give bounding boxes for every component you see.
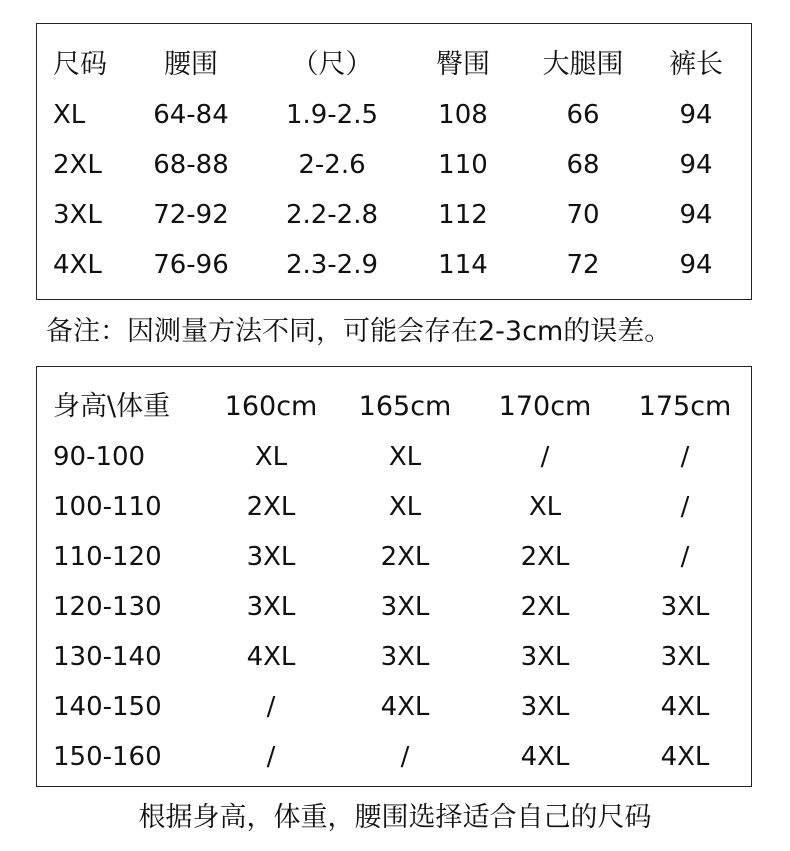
fit-chart-cell: 150-160 (53, 742, 162, 772)
fit-chart-cell: 2XL (246, 492, 296, 522)
size-chart-row (37, 190, 751, 240)
size-chart-header-cell: 大腿围 (542, 49, 624, 80)
size-chart-cell: 68 (566, 150, 600, 180)
size-chart-header-cell: 腰围 (164, 49, 218, 80)
fit-chart-cell: 4XL (246, 642, 296, 672)
fit-chart-cell: XL (388, 492, 422, 522)
fit-chart-cell: 4XL (380, 692, 430, 722)
fit-chart-header-row (37, 382, 751, 432)
fit-chart-cell: XL (254, 442, 288, 472)
fit-chart-row (37, 432, 751, 482)
fit-chart-cell: 2XL (380, 542, 430, 572)
fit-chart-cell: / (266, 742, 276, 772)
fit-chart-row (37, 682, 751, 732)
size-chart-cell: 4XL (53, 250, 102, 280)
size-chart-row (37, 140, 751, 190)
size-chart-cell: 72 (566, 250, 600, 280)
size-chart-cell: 2.2-2.8 (285, 200, 379, 230)
size-chart-cell: 2XL (53, 150, 102, 180)
size-chart-cell: 114 (438, 250, 488, 280)
size-chart-header-row (37, 40, 751, 90)
fit-chart-row (37, 482, 751, 532)
fit-chart-row (37, 582, 751, 632)
size-chart-cell: 94 (679, 100, 713, 130)
fit-chart-row (37, 632, 751, 682)
fit-chart-cell: / (400, 742, 410, 772)
fit-chart-row (37, 532, 751, 582)
fit-chart-header-cell: 160cm (224, 391, 318, 422)
fit-chart-cell: 4XL (660, 692, 710, 722)
size-chart-cell: 112 (438, 200, 488, 230)
fit-chart-row (37, 732, 751, 782)
fit-chart-cell: 130-140 (53, 642, 162, 672)
fit-chart-cell: 3XL (380, 592, 430, 622)
size-chart-cell: 66 (566, 100, 600, 130)
fit-chart-header-cell: 175cm (638, 391, 732, 422)
fit-chart-cell: 120-130 (53, 592, 162, 622)
fit-chart-cell: XL (528, 492, 562, 522)
size-chart-cell: XL (53, 100, 86, 130)
fit-chart-header-cell: 身高\体重 (53, 391, 171, 422)
fit-chart-cell: 100-110 (53, 492, 162, 522)
fit-chart-cell: XL (388, 442, 422, 472)
size-chart-cell: 94 (679, 150, 713, 180)
fit-recommendation-table (36, 366, 752, 787)
fit-chart-cell: / (540, 442, 550, 472)
size-chart-grid (37, 40, 751, 290)
fit-chart-cell: / (680, 542, 690, 572)
fit-chart-cell: 3XL (246, 592, 296, 622)
fit-chart-cell: 3XL (660, 592, 710, 622)
size-chart-cell: 94 (679, 250, 713, 280)
size-chart-header-cell: 臀围 (436, 49, 490, 80)
size-chart-cell: 1.9-2.5 (285, 100, 379, 130)
fit-chart-cell: 2XL (520, 592, 570, 622)
size-chart-table (36, 23, 752, 300)
fit-recommendation-grid (37, 382, 751, 782)
size-chart-cell: 68-88 (153, 150, 229, 180)
size-chart-cell: 76-96 (153, 250, 229, 280)
size-chart-cell: 2-2.6 (298, 150, 366, 180)
fit-chart-cell: 3XL (380, 642, 430, 672)
size-chart-header-cell: 尺码 (53, 49, 107, 80)
size-chart-header-cell: （尺） (291, 49, 373, 80)
size-chart-cell: 64-84 (153, 100, 229, 130)
fit-chart-cell: 140-150 (53, 692, 162, 722)
size-chart-cell: 3XL (53, 200, 102, 230)
fit-chart-header-cell: 170cm (498, 391, 592, 422)
fit-chart-cell: 3XL (520, 692, 570, 722)
fit-chart-cell: 4XL (520, 742, 570, 772)
size-chart-cell: 94 (679, 200, 713, 230)
fit-chart-cell: 3XL (520, 642, 570, 672)
fit-chart-cell: / (266, 692, 276, 722)
fit-chart-cell: 110-120 (53, 542, 162, 572)
size-chart-cell: 2.3-2.9 (285, 250, 379, 280)
fit-chart-cell: 90-100 (53, 442, 146, 472)
fit-chart-cell: 3XL (246, 542, 296, 572)
size-chart-cell: 70 (566, 200, 600, 230)
fit-chart-cell: / (680, 442, 690, 472)
fit-chart-header-cell: 165cm (358, 391, 452, 422)
fit-chart-cell: / (680, 492, 690, 522)
size-chart-cell: 110 (438, 150, 488, 180)
size-chart-cell: 72-92 (153, 200, 229, 230)
size-chart-cell: 108 (438, 100, 488, 130)
selection-guide-note: 根据身高，体重，腰围选择适合自己的尺码 (138, 802, 652, 833)
fit-chart-cell: 2XL (520, 542, 570, 572)
size-chart-header-cell: 裤长 (669, 49, 723, 80)
size-chart-row (37, 240, 751, 290)
measurement-note: 备注：因测量方法不同，可能会存在2-3cm的误差。 (46, 316, 672, 347)
fit-chart-cell: 3XL (660, 642, 710, 672)
fit-chart-cell: 4XL (660, 742, 710, 772)
size-chart-row (37, 90, 751, 140)
